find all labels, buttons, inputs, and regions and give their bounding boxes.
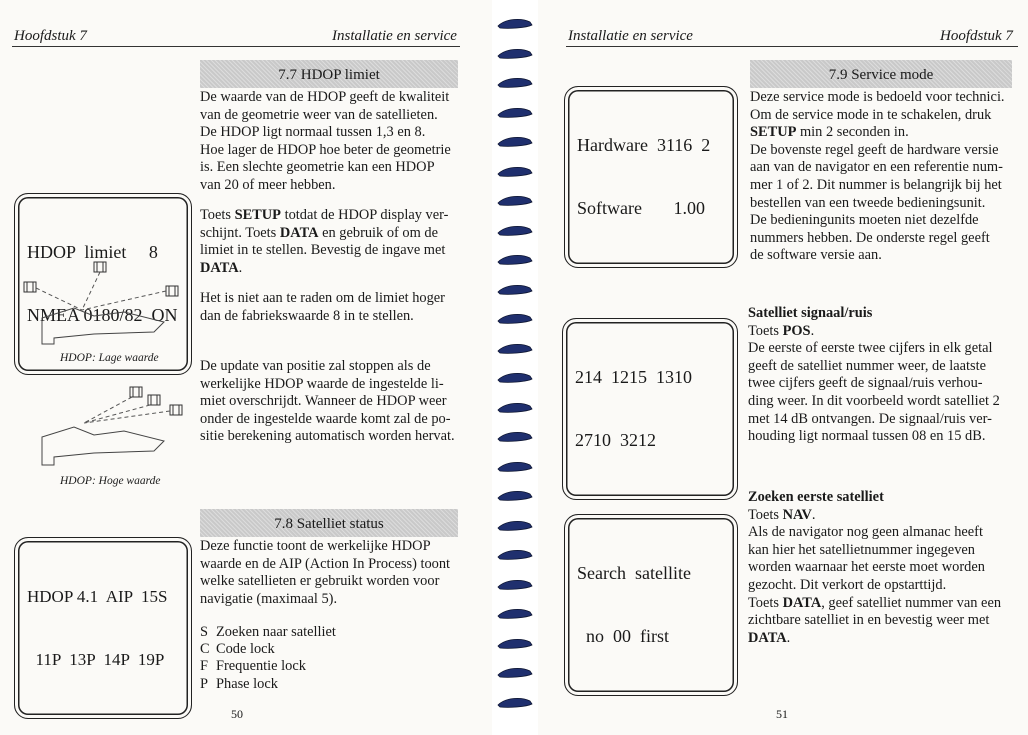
status-code-item: F Frequentie lock: [200, 658, 306, 675]
text-line: van 20 of meer hebben.: [200, 176, 336, 193]
binding-coil: [496, 223, 534, 237]
right-header-rule: [566, 46, 1018, 47]
binding-coil: [496, 46, 534, 60]
search-first-satellite-section: [748, 489, 1020, 647]
text-line: Toets SETUP totdat de HDOP display ver-: [200, 207, 449, 223]
text-line: De HDOP ligt normaal tussen 1,3 en 8.: [200, 124, 426, 141]
text-line: de software versie aan.: [750, 247, 882, 264]
binding-coil: [496, 16, 534, 30]
binding-coil: [496, 164, 534, 178]
section-7-7-instructions: [200, 207, 462, 277]
lcd-line: HDOP limiet 8: [27, 242, 158, 262]
text-line: aan van de navigator en een referentie num-: [750, 159, 1003, 176]
text-line: onder de ingestelde waarde komt zal de po-: [200, 410, 451, 427]
text-line: Het is niet aan te raden om de limiet hoger: [200, 290, 445, 306]
section-7-9-text: [750, 89, 1020, 265]
satellite-icon: [148, 395, 160, 405]
binding-coil: [496, 105, 534, 119]
spiral-binding: [492, 0, 538, 735]
right-header-chapter: Hoofdstuk 7: [940, 28, 1013, 44]
text-line: sitie berekening automatisch worden hervat.: [200, 428, 455, 445]
text-line: schijnt. Toets DATA en gebruik of om de: [200, 224, 439, 241]
text-line: houding ligt normaal tussen 08 en 15 dB.: [748, 428, 986, 445]
right-page: [538, 0, 1028, 735]
binding-coil: [496, 547, 534, 561]
binding-coil: [496, 695, 534, 709]
lcd-line: no 00 first: [577, 626, 669, 646]
text-line: worden waarnaar het eerste moet worden: [748, 559, 985, 576]
binding-coil: [496, 459, 534, 473]
text-line: navigatie (maximaal 5).: [200, 590, 338, 607]
text-line: DATA.: [200, 259, 243, 276]
text-line: Toets POS.: [748, 322, 815, 339]
text-line: Als de navigator nog geen almanac heeft: [748, 524, 983, 541]
text-line: zichtbare satelliet in en bevestig weer met: [748, 612, 990, 629]
binding-coil: [496, 370, 534, 384]
text-line: Hoe lager de HDOP hoe beter de geometrie: [200, 141, 451, 158]
text-line: dan de fabriekswaarde 8 in te stellen.: [200, 307, 414, 324]
text-line: Toets DATA, geef satelliet nummer van een: [748, 594, 1002, 611]
section-7-8-title: 7.8 Satelliet status: [274, 516, 384, 532]
section-7-7-banner: [200, 60, 458, 88]
signal-noise-title: Satelliet signaal/ruis: [748, 305, 873, 321]
left-header-chapter: Hoofdstuk 7: [14, 28, 87, 44]
binding-coil: [496, 606, 534, 620]
lcd-line: Software 1.00: [577, 198, 705, 218]
left-header-rule: [12, 46, 460, 47]
text-line: welke satellieten er gebruikt worden voor: [200, 573, 440, 590]
text-line: SETUP min 2 seconden in.: [750, 124, 909, 141]
right-page-number: 51: [776, 707, 788, 721]
text-line: De eerste of eerste twee cijfers in elk getal: [748, 340, 993, 357]
binding-coil: [496, 400, 534, 414]
binding-coil: [496, 282, 534, 296]
lcd-search-satellite: [564, 514, 738, 696]
lcd-line: 11P 13P 14P 19P: [27, 650, 165, 669]
lcd-line: HDOP 4.1 AIP 15S: [27, 587, 168, 606]
section-7-9-banner: [750, 60, 1012, 88]
text-line: twee cijfers geeft de signaal/ruis verhou-: [748, 375, 983, 392]
status-code-item: C Code lock: [200, 641, 275, 658]
section-7-7-intro: [200, 89, 462, 195]
text-line: met 14 dB ontvangen. De signaal/ruis ver-: [748, 410, 992, 427]
landmass-outline: [42, 427, 164, 465]
caption-hdop-low: HDOP: Lage waarde: [60, 352, 159, 364]
landmass-outline: [42, 308, 164, 344]
status-code-item: P Phase lock: [200, 675, 278, 692]
satellite-icon: [24, 282, 36, 292]
text-line: limiet in te stellen. Bevestig de ingave met: [200, 242, 446, 259]
lcd-line: NMEA 0180/82 ON: [27, 305, 178, 325]
binding-coil: [496, 518, 534, 532]
text-line: waarde en de AIP (Action In Process) toont: [200, 555, 451, 572]
binding-coil: [496, 665, 534, 679]
binding-coil: [496, 429, 534, 443]
text-line: kan hier het satellietnummer ingegeven: [748, 541, 975, 558]
binding-coil: [496, 341, 534, 355]
text-line: Om de service mode in te schakelen, druk: [750, 106, 992, 123]
status-code-item: S Zoeken naar satelliet: [200, 624, 336, 640]
text-line: De waarde van de HDOP geeft de kwaliteit: [200, 89, 450, 105]
binding-coil: [496, 134, 534, 148]
binding-coil: [496, 636, 534, 650]
text-line: Deze service mode is bedoeld voor technici.: [750, 89, 1005, 105]
satellite-icon: [166, 286, 178, 296]
text-line: bestellen van een tweede bedieningsunit.: [750, 194, 986, 211]
text-line: nummers hebben. De onderste regel geeft: [750, 229, 990, 246]
section-7-7-update: [200, 358, 462, 446]
satellite-icon: [130, 387, 142, 397]
section-7-8-banner: [200, 509, 458, 537]
left-page: [0, 0, 492, 735]
section-7-7-advice: [200, 290, 462, 325]
section-7-8-intro: [200, 538, 462, 608]
binding-coil: [496, 311, 534, 325]
status-code-list: [200, 624, 400, 693]
text-line: De bovenste regel geeft de hardware versie: [750, 141, 999, 158]
satellite-icon: [94, 262, 106, 272]
lcd-line: 214 1215 1310: [575, 367, 692, 387]
lcd-satellite-status: [14, 537, 192, 719]
text-line: miet overschrijdt. Wanneer de HDOP weer: [200, 393, 447, 410]
text-line: mer 1 of 2. Dit nummer is belangrijk bij het: [750, 176, 1002, 193]
search-first-satellite-title: Zoeken eerste satelliet: [748, 489, 884, 505]
text-line: werkelijke HDOP waarde de ingestelde li-: [200, 375, 444, 392]
lcd-hardware-software: [564, 86, 738, 268]
hdop-high-diagram: [14, 383, 189, 475]
lcd-line: 2710 3212: [575, 430, 656, 450]
signal-noise-section: [748, 305, 1020, 446]
left-header-section: Installatie en service: [332, 28, 457, 44]
binding-coil: [496, 193, 534, 207]
binding-coil: [496, 488, 534, 502]
section-7-7-title: 7.7 HDOP limiet: [278, 67, 380, 83]
lcd-signal-noise: [562, 318, 738, 500]
text-line: De update van positie zal stoppen als de: [200, 358, 431, 374]
binding-coil: [496, 577, 534, 591]
binding-coil: [496, 252, 534, 266]
text-line: ding weer. In dit voorbeeld wordt satelliet 2: [748, 392, 1000, 409]
text-line: geeft de satelliet nummer weer, de laatste: [748, 357, 986, 374]
right-header-section: Installatie en service: [568, 28, 693, 44]
text-line: is. Een slechte geometrie kan een HDOP: [200, 159, 435, 176]
lcd-line: Hardware 3116 2: [577, 135, 711, 155]
section-7-9-title: 7.9 Service mode: [828, 67, 934, 83]
left-page-number: 50: [231, 707, 243, 721]
text-line: gezocht. Dit verkort de opstarttijd.: [748, 576, 947, 593]
caption-hdop-high: HDOP: Hoge waarde: [60, 475, 161, 487]
hdop-low-diagram: [14, 258, 189, 350]
binding-coil: [496, 75, 534, 89]
lcd-line: Search satellite: [577, 563, 691, 583]
text-line: DATA.: [748, 629, 791, 646]
text-line: van de geometrie weer van de satellieten.: [200, 106, 438, 123]
text-line: Toets NAV.: [748, 506, 816, 523]
satellite-icon: [170, 405, 182, 415]
text-line: De bedieningunits moeten niet dezelfde: [750, 212, 979, 229]
text-line: Deze functie toont de werkelijke HDOP: [200, 538, 431, 554]
